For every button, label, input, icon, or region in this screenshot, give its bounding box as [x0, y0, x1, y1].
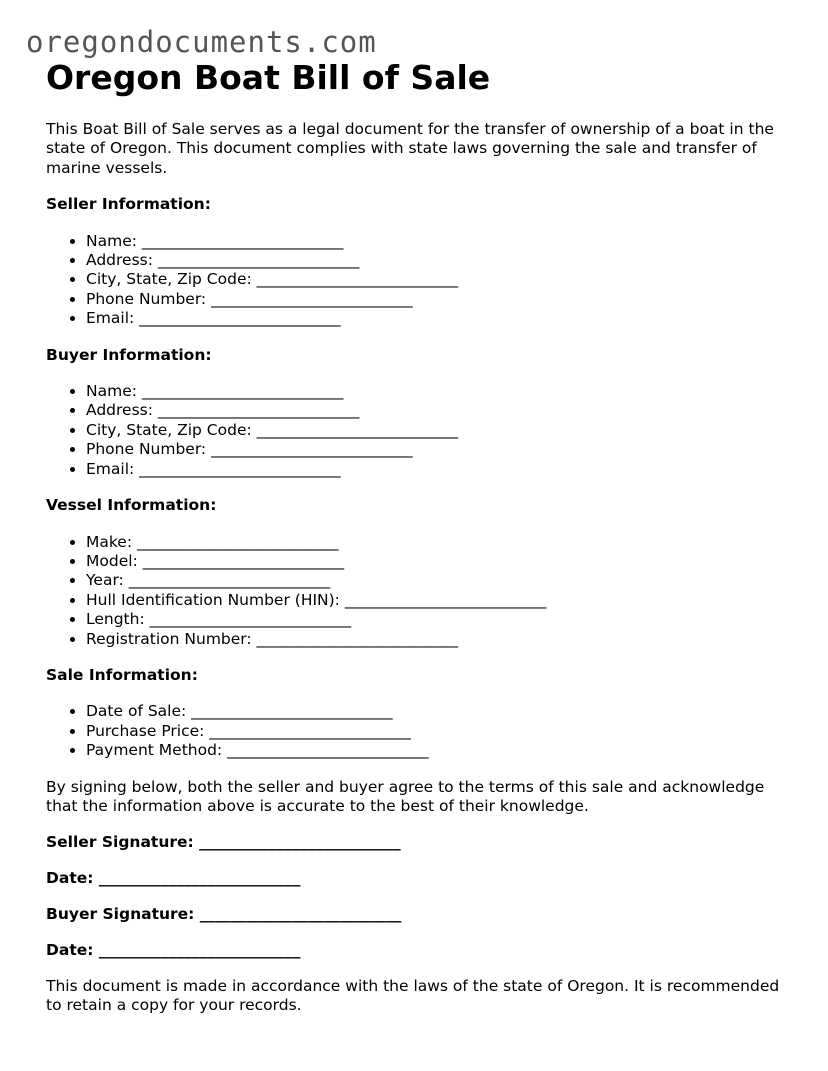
agreement-statement: By signing below, both the seller and buyer agree to the terms of this sale and acknowledge that the information above is accurate to the best of their knowledge.: [46, 777, 765, 815]
document-body: [46, 58, 786, 1015]
vessel-model-field[interactable]: • Model: __________________________: [86, 552, 786, 571]
footer-note: This document is made in accordance with the laws of the state of Oregon. It is recommended to retain a copy for your records.: [46, 976, 780, 1014]
page-title: Oregon Boat Bill of Sale: [46, 58, 491, 97]
vessel-info-heading: Vessel Information:: [46, 496, 217, 515]
seller-signature-line[interactable]: Seller Signature: __________________________: [46, 832, 401, 851]
buyer-phone-field[interactable]: • Phone Number: __________________________: [86, 440, 786, 459]
buyer-info-list: [46, 382, 786, 479]
buyer-city-state-zip-field[interactable]: • City, State, Zip Code: __________________________: [86, 421, 786, 440]
vessel-hin-field[interactable]: • Hull Identification Number (HIN): __________________________: [86, 591, 786, 610]
sale-info-heading: Sale Information:: [46, 665, 198, 684]
vessel-info-list: [46, 533, 786, 649]
buyer-name-field[interactable]: • Name: __________________________: [86, 382, 786, 401]
intro-paragraph: This Boat Bill of Sale serves as a legal document for the transfer of ownership of a boat in the state of Oregon. This document complies with state laws governing the sale and transfer of marine vessels.: [46, 120, 774, 177]
buyer-info-heading: Buyer Information:: [46, 345, 212, 364]
buyer-email-field[interactable]: • Email: __________________________: [86, 460, 786, 479]
seller-email-field[interactable]: • Email: __________________________: [86, 309, 786, 328]
buyer-signature-line[interactable]: Buyer Signature: __________________________: [46, 904, 402, 923]
seller-phone-field[interactable]: • Phone Number: __________________________: [86, 290, 786, 309]
seller-info-heading: Seller Information:: [46, 195, 211, 214]
seller-info-list: [46, 232, 786, 329]
seller-address-field[interactable]: • Address: __________________________: [86, 251, 786, 270]
vessel-registration-field[interactable]: • Registration Number: __________________________: [86, 630, 786, 649]
purchase-price-field[interactable]: • Purchase Price: __________________________: [86, 722, 786, 741]
payment-method-field[interactable]: • Payment Method: __________________________: [86, 741, 786, 760]
vessel-length-field[interactable]: • Length: __________________________: [86, 610, 786, 629]
seller-name-field[interactable]: • Name: __________________________: [86, 232, 786, 251]
buyer-address-field[interactable]: • Address: __________________________: [86, 401, 786, 420]
seller-city-state-zip-field[interactable]: • City, State, Zip Code: __________________________: [86, 270, 786, 289]
vessel-year-field[interactable]: • Year: __________________________: [86, 571, 786, 590]
sale-date-field[interactable]: • Date of Sale: __________________________: [86, 702, 786, 721]
vessel-make-field[interactable]: • Make: __________________________: [86, 533, 786, 552]
sale-info-list: [46, 702, 786, 760]
buyer-date-line[interactable]: Date: __________________________: [46, 940, 301, 959]
seller-date-line[interactable]: Date: __________________________: [46, 868, 301, 887]
site-watermark: oregondocuments.com: [26, 25, 377, 59]
